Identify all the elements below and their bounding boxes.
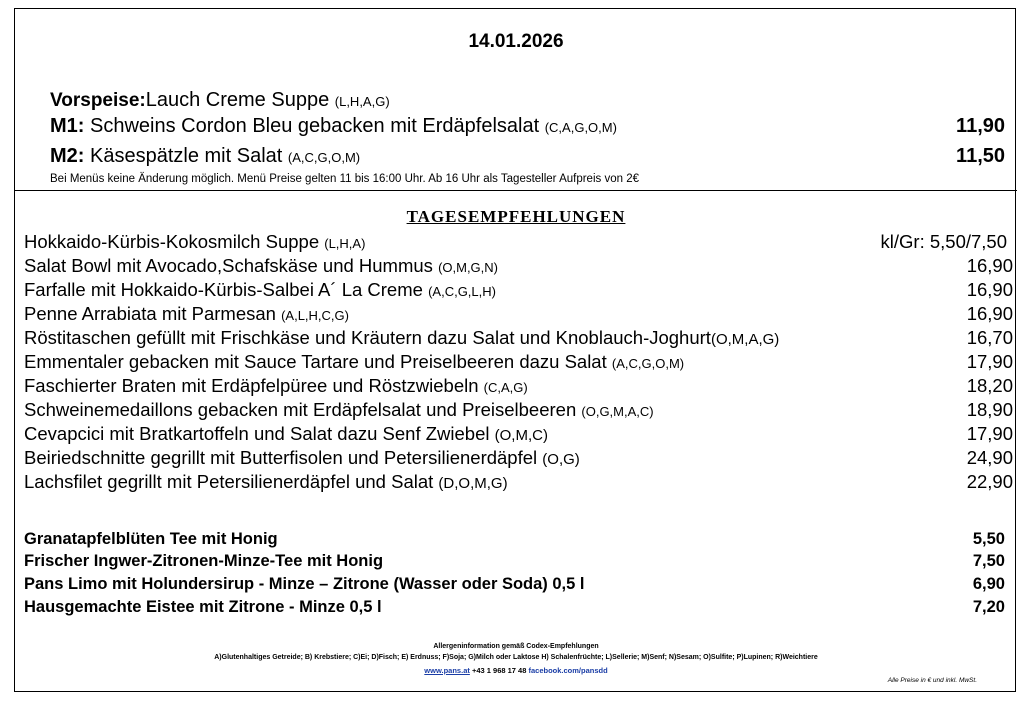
dish-price: 17,90 — [966, 351, 1013, 372]
dish-row — [24, 351, 684, 373]
dish-row — [24, 447, 580, 469]
allergen-legend: A)Glutenhaltiges Getreide; B) Krebstiere; C)Ei; D)Fisch; E) Erdnuss; F)Soja; G)Milch oder Laktose H) Schalenfrüchte; L)Sellerie; M)Senf; N)Sesam; O)Sulfite; P)Lupinen; R)Weichtiere — [214, 654, 818, 661]
m1-price: 11,90 — [956, 115, 1005, 137]
dish-row — [24, 375, 528, 397]
drink-name: Frischer Ingwer-Zitronen-Minze-Tee mit Honig — [24, 552, 384, 570]
section-heading: TAGESEMPFEHLUNGEN — [406, 207, 626, 226]
dish-price: 16,90 — [966, 255, 1013, 276]
m2-allergens: (A,C,G,O,M) — [287, 150, 361, 165]
dish-name: Lachsfilet gegrillt mit Petersilienerdäpfel und Salat — [24, 471, 434, 492]
dish-price: kl/Gr: 5,50/7,50 — [880, 231, 1007, 252]
m2-line — [50, 145, 360, 168]
section-divider — [15, 190, 1017, 191]
dish-name: Beiriedschnitte gegrillt mit Butterfisolen und Petersilienerdäpfel — [24, 447, 538, 468]
dish-name: Hokkaido-Kürbis-Kokosmilch Suppe — [24, 231, 320, 252]
dish-allergens: (A,L,H,C,G) — [281, 308, 349, 323]
dish-price: 16,90 — [966, 303, 1013, 324]
drink-name: Pans Limo mit Holundersirup - Minze – Zitrone (Wasser oder Soda) 0,5 l — [24, 575, 585, 593]
dish-price: 24,90 — [966, 447, 1013, 468]
starter-name: Lauch Creme Suppe — [145, 89, 330, 111]
m2-label: M2: — [50, 145, 85, 167]
dish-row — [24, 303, 349, 325]
facebook-link[interactable]: facebook.com/pansdd — [528, 666, 608, 675]
m2-price: 11,50 — [956, 145, 1005, 167]
dish-allergens: (D,O,M,G) — [438, 475, 508, 492]
dish-allergens: (A,C,G,O,M) — [611, 356, 685, 371]
dish-allergens: (O,G,M,A,C) — [581, 404, 654, 419]
dish-price: 16,90 — [966, 279, 1013, 300]
m2-name: Käsespätzle mit Salat — [84, 145, 283, 167]
menu-card — [14, 8, 1016, 692]
dish-row — [24, 255, 498, 277]
dish-price: 18,20 — [966, 375, 1013, 396]
dish-row — [24, 327, 779, 349]
dish-row — [24, 231, 365, 253]
starter-line — [50, 89, 390, 112]
m1-label: M1: — [50, 115, 85, 137]
dish-allergens: (O,M,G,N) — [438, 260, 498, 275]
drink-name: Hausgemachte Eistee mit Zitrone - Minze 0,5 l — [24, 598, 382, 616]
m1-line — [50, 115, 617, 138]
dish-price: 16,70 — [966, 327, 1013, 348]
drink-name: Granatapfelblüten Tee mit Honig — [24, 530, 278, 548]
m1-allergens: (C,A,G,O,M) — [544, 120, 617, 135]
dish-price: 17,90 — [966, 423, 1013, 444]
dish-name: Emmentaler gebacken mit Sauce Tartare und Preiselbeeren dazu Salat — [24, 351, 607, 372]
drink-price: 6,90 — [972, 575, 1005, 593]
dish-allergens: (O,G) — [542, 451, 580, 468]
starter-allergens: (L,H,A,G) — [334, 94, 390, 109]
dish-name: Farfalle mit Hokkaido-Kürbis-Salbei A´ La Creme — [24, 279, 423, 300]
phone-number: +43 1 968 17 48 — [471, 666, 527, 675]
dish-name: Faschierter Braten mit Erdäpfelpüree und Röstzwiebeln — [24, 375, 479, 396]
dish-name: Cevapcici mit Bratkartoffeln und Salat dazu Senf Zwiebel — [24, 423, 490, 444]
dish-price: 18,90 — [966, 399, 1013, 420]
dish-allergens: (L,H,A) — [324, 236, 366, 251]
dish-price: 22,90 — [966, 471, 1013, 492]
dish-name: Penne Arrabiata mit Parmesan — [24, 303, 276, 324]
menu-note: Bei Menüs keine Änderung möglich. Menü Preise gelten 11 bis 16:00 Uhr. Ab 16 Uhr als Tagesteller Aufpreis von 2€ — [50, 173, 639, 185]
dish-name: Röstitaschen gefüllt mit Frischkäse und Kräutern dazu Salat und Knoblauch-Joghurt — [24, 327, 711, 348]
drink-price: 7,50 — [972, 552, 1005, 570]
contact-line — [15, 666, 1017, 675]
menu-date: 14.01.2026 — [468, 31, 564, 52]
dish-name: Schweinemedaillons gebacken mit Erdäpfelsalat und Preiselbeeren — [24, 399, 577, 420]
website-link[interactable]: www.pans.at — [424, 666, 470, 675]
dish-row — [24, 279, 496, 301]
starter-label: Vorspeise: — [50, 90, 146, 111]
drink-price: 5,50 — [972, 530, 1005, 548]
dish-row — [24, 399, 654, 421]
dish-name: Salat Bowl mit Avocado,Schafskäse und Hummus — [24, 255, 433, 276]
dish-row — [24, 471, 508, 493]
dish-allergens: (O,M,A,G) — [710, 331, 780, 348]
dish-allergens: (A,C,G,L,H) — [428, 284, 496, 299]
dish-row — [24, 423, 548, 445]
allergen-info-title: Allergeninformation gemäß Codex-Empfehlungen — [433, 643, 599, 650]
dish-allergens: (O,M,C) — [494, 427, 548, 444]
m1-name: Schweins Cordon Bleu gebacken mit Erdäpfelsalat — [84, 115, 540, 137]
price-note: Alle Preise in € und inkl. MwSt. — [887, 677, 977, 684]
drink-price: 7,20 — [972, 598, 1005, 616]
dish-allergens: (C,A,G) — [483, 380, 528, 395]
